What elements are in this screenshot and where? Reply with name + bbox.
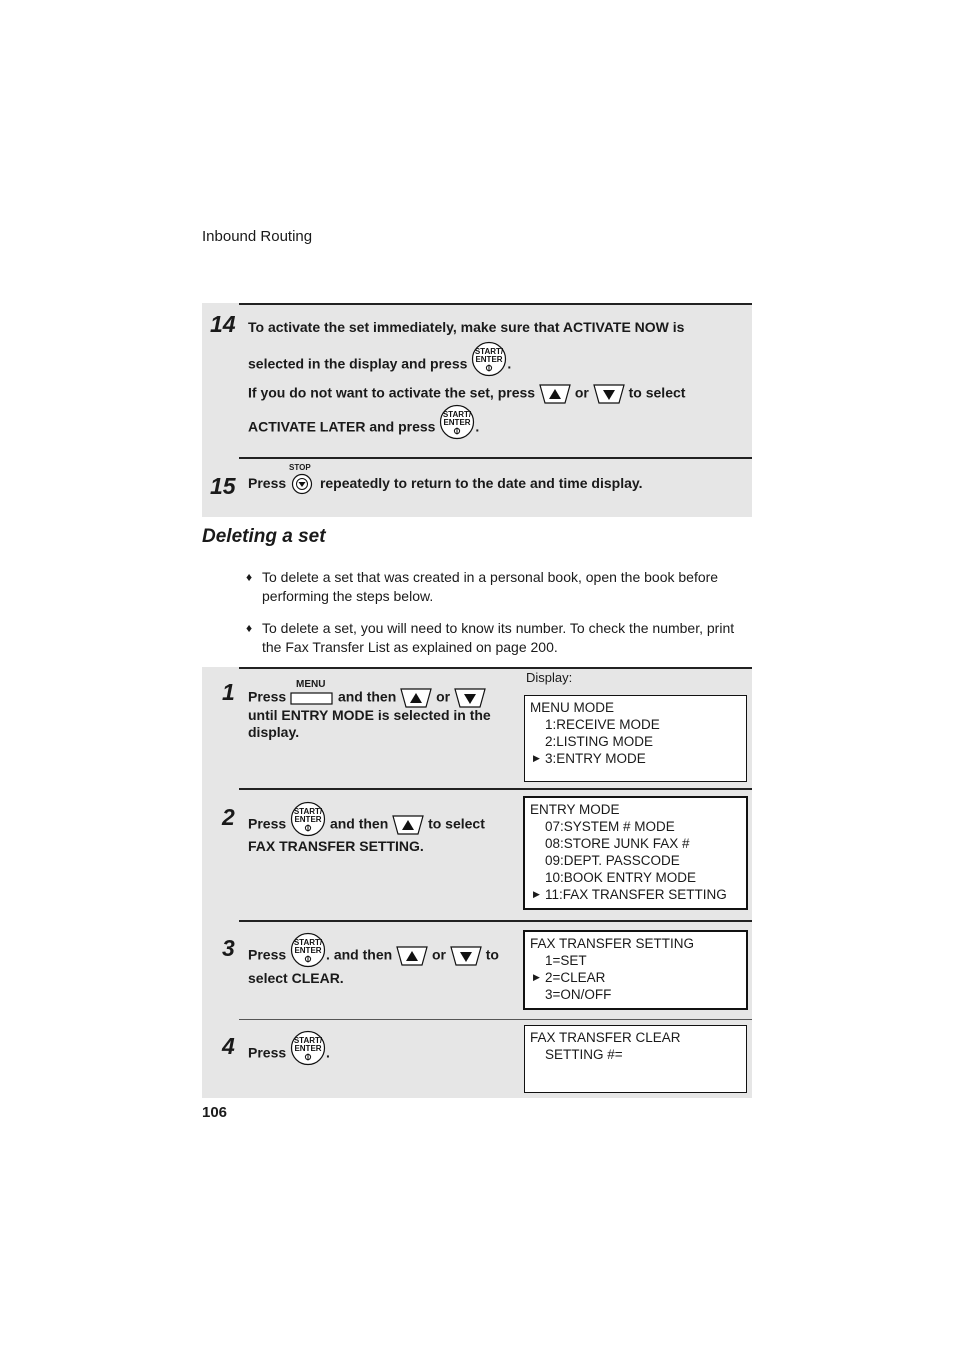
start-enter-icon [290,932,326,968]
step-14-line-4: ACTIVATE LATER and press . [248,416,479,440]
selector-arrow-icon: ▶ [533,972,540,982]
step-1-line-1: Press MENU and then or [248,687,486,709]
down-arrow-icon [593,383,625,405]
bullet-diamond-icon: ♦ [246,621,253,635]
stop-key: STOP [290,475,316,493]
lcd-item-selected: ▶ 2=CLEAR [533,970,606,985]
start-enter-icon [290,1030,326,1066]
step-2-line-2: FAX TRANSFER SETTING. [248,838,424,854]
lcd-item: 08:STORE JUNK FAX # [545,836,690,851]
down-arrow-icon [450,945,482,967]
step-number: 3 [222,935,235,961]
step-1-line-2: until ENTRY MODE is selected in the [248,707,491,723]
lcd-display [524,695,747,782]
stop-icon [291,473,313,495]
lcd-item: 10:BOOK ENTRY MODE [545,870,697,885]
step-number: 14 [210,311,236,337]
steps-panel [202,667,752,1098]
start-enter-icon [439,404,475,440]
selector-arrow-icon: ▶ [533,753,540,763]
step-3-line-1: Press . and then or to [248,944,499,968]
divider [239,457,752,459]
step-number: 1 [222,679,235,705]
selector-arrow-icon: ▶ [533,889,540,899]
start-enter-icon [471,341,507,377]
lcd-item-selected: ▶ 3:ENTRY MODE [533,751,646,766]
up-arrow-icon [392,814,424,836]
lcd-display [524,1025,747,1093]
up-arrow-icon [396,945,428,967]
step-number: 2 [222,804,235,830]
display-label: Display: [526,670,573,685]
bullet-item: ♦ To delete a set, you will need to know its number. To check the number, print the Fax Transfer List as explained on page 200. [246,620,735,655]
step-1-line-3: display. [248,724,300,740]
lcd-title: ENTRY MODE [530,802,620,817]
step-number: 15 [210,473,236,499]
divider [239,788,752,790]
page-number: 106 [202,1104,228,1121]
lcd-item-selected: ▶ 11:FAX TRANSFER SETTING [533,887,727,902]
start-enter-icon [290,801,326,837]
lcd-item: 07:SYSTEM # MODE [545,819,675,834]
lcd-item: 1=SET [545,953,587,968]
lcd-title: MENU MODE [530,700,614,715]
up-arrow-icon [539,383,571,405]
step-14-line-1: To activate the set immediately, make sure that ACTIVATE NOW is [248,319,685,335]
bullet-item: ♦ To delete a set that was created in a personal book, open the book before performing the steps below. [246,569,719,604]
menu-key: MENU [290,690,334,706]
step-4-line-1: Press . [248,1042,330,1066]
bullet-diamond-icon: ♦ [246,570,253,584]
divider [239,1019,752,1020]
divider [239,920,752,922]
up-arrow-icon [400,687,432,709]
step-14-line-3: If you do not want to activate the set, press or to select [248,383,685,405]
running-header: Inbound Routing [202,228,313,245]
step-number: 4 [222,1033,235,1059]
divider [239,303,752,305]
lcd-title: FAX TRANSFER CLEAR [530,1030,681,1045]
step-3-line-2: select CLEAR. [248,970,344,986]
menu-icon [290,692,334,708]
lcd-title: FAX TRANSFER SETTING [530,936,695,951]
lcd-display [523,796,748,910]
step-2-line-1: Press and then to select [248,813,485,837]
divider [239,667,752,669]
lcd-item: SETTING #= [545,1047,623,1062]
down-arrow-icon [454,687,486,709]
lcd-display [523,930,748,1010]
top-steps-panel [202,303,752,517]
lcd-item: 09:DEPT. PASSCODE [545,853,680,868]
lcd-item: 3=ON/OFF [545,987,612,1002]
step-14-line-2: selected in the display and press . [248,353,511,377]
section-title: Deleting a set [202,526,326,547]
lcd-item: 2:LISTING MODE [545,734,654,749]
lcd-item: 1:RECEIVE MODE [545,717,660,732]
step-15-line: Press STOP repeatedly to return to the date and time display. [248,475,643,493]
